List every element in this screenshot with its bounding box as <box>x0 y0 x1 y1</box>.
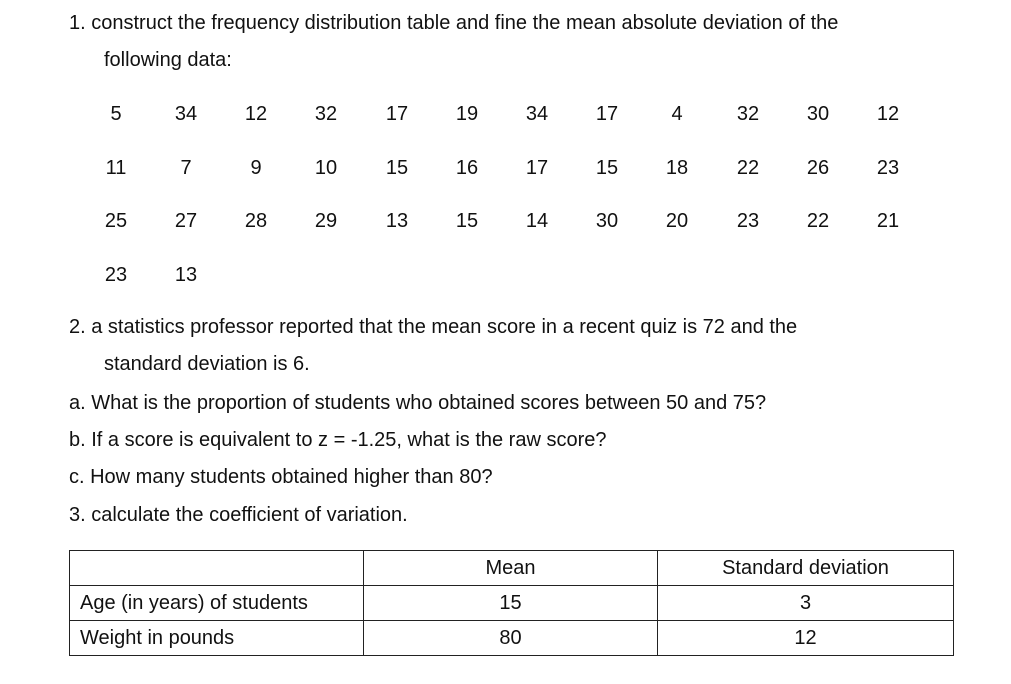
table-header-row <box>70 551 954 586</box>
data-value: 22 <box>736 157 760 179</box>
data-value: 23 <box>736 210 760 232</box>
table-header-cell <box>70 551 364 586</box>
question-1-line-2: following data: <box>104 49 232 71</box>
data-value: 28 <box>244 210 268 232</box>
data-value: 17 <box>385 103 409 125</box>
data-value: 23 <box>104 264 128 286</box>
data-value: 18 <box>665 157 689 179</box>
data-value: 14 <box>525 210 549 232</box>
question-3: 3. calculate the coefficient of variation. <box>69 504 408 526</box>
table-header-cell: Mean <box>364 551 658 586</box>
data-value: 15 <box>455 210 479 232</box>
question-2-line-1: 2. a statistics professor reported that the mean score in a recent quiz is 72 and the <box>69 316 798 338</box>
data-value: 11 <box>105 157 127 179</box>
statistics-table <box>69 550 954 656</box>
data-value: 12 <box>244 103 268 125</box>
question-2-part-a: a. What is the proportion of students who obtained scores between 50 and 75? <box>69 392 767 414</box>
data-value: 7 <box>180 157 192 179</box>
data-value: 32 <box>314 103 338 125</box>
table-row <box>70 586 954 621</box>
table-row <box>70 621 954 656</box>
question-2-part-c: c. How many students obtained higher than 80? <box>69 466 493 488</box>
data-value: 13 <box>174 264 198 286</box>
data-value: 26 <box>806 157 830 179</box>
data-value: 23 <box>876 157 900 179</box>
data-value: 17 <box>525 157 549 179</box>
data-value: 19 <box>455 103 479 125</box>
data-value: 15 <box>595 157 619 179</box>
data-value: 12 <box>876 103 900 125</box>
data-value: 10 <box>314 157 338 179</box>
data-value: 13 <box>385 210 409 232</box>
table-header-cell: Standard deviation <box>658 551 954 586</box>
data-value: 34 <box>525 103 549 125</box>
data-value: 30 <box>595 210 619 232</box>
data-value: 32 <box>736 103 760 125</box>
data-value: 5 <box>110 103 122 125</box>
table-cell: 80 <box>364 621 658 656</box>
data-value: 15 <box>385 157 409 179</box>
data-value: 29 <box>314 210 338 232</box>
data-value: 21 <box>876 210 900 232</box>
data-value: 16 <box>455 157 479 179</box>
data-value: 30 <box>806 103 830 125</box>
table-cell: Age (in years) of students <box>70 586 364 621</box>
table-cell: Weight in pounds <box>70 621 364 656</box>
question-2-line-2: standard deviation is 6. <box>104 353 310 375</box>
table-cell: 15 <box>364 586 658 621</box>
question-2-part-b: b. If a score is equivalent to z = -1.25, what is the raw score? <box>69 429 607 451</box>
data-value: 4 <box>671 103 683 125</box>
data-value: 9 <box>250 157 262 179</box>
data-value: 27 <box>174 210 198 232</box>
data-value: 25 <box>104 210 128 232</box>
data-value: 34 <box>174 103 198 125</box>
data-value: 17 <box>595 103 619 125</box>
table-cell: 12 <box>658 621 954 656</box>
data-value: 22 <box>806 210 830 232</box>
data-value: 20 <box>665 210 689 232</box>
table-cell: 3 <box>658 586 954 621</box>
question-1-line-1: 1. construct the frequency distribution table and fine the mean absolute deviation of the <box>69 12 839 34</box>
